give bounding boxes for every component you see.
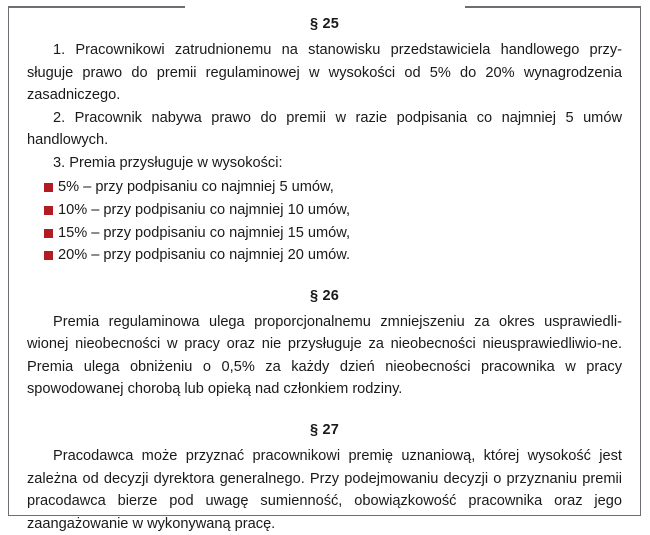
list-item-label: 20% – przy podpisaniu co najmniej 20 umów. [58, 247, 351, 264]
section-paragraph-25 [27, 15, 622, 267]
section-heading: § 27 [309, 421, 340, 438]
list-item-label: 15% – przy podpisaniu co najmniej 15 umów, [58, 224, 351, 241]
list-item-label: 10% – przy podpisaniu co najmniej 10 umów, [58, 201, 351, 218]
square-bullet-icon [44, 229, 53, 238]
section-paragraph-27 [27, 421, 622, 535]
list-item [27, 176, 622, 199]
section-heading: § 25 [309, 16, 340, 32]
square-bullet-icon [44, 183, 53, 192]
section-25-paragraph-1: 1. Pracownikowi zatrudnionemu na stanowisku przedstawiciela handlowego przy-sługuje prawo do premii regulaminowej w wysokości od 5% do 20% wynagrodzenia zasadniczego. [27, 42, 622, 104]
section-25-paragraph-2: 2. Pracownik nabywa prawo do premii w razie podpisania co najmniej 5 umów handlowych. [27, 109, 622, 149]
list-item [27, 244, 622, 267]
section-26-paragraph-1: Premia regulaminowa ulega proporcjonalnemu zmniejszeniu za okres usprawiedli-wionej nieobecności w pracy oraz nie przysługuje za nieobecności nieusprawiedliwio-ne. Premia ulega obniżeniu o 0,5% za każdy dzień nieobecności pracownika w pracy spowodowanej chorobą lub opieką nad członkiem rodziny. [27, 313, 622, 398]
premium-rate-list [27, 176, 622, 266]
list-item-label: 5% – przy podpisaniu co najmniej 5 umów, [58, 179, 334, 196]
document-content [9, 6, 640, 532]
section-heading: § 26 [309, 287, 340, 304]
list-item [27, 199, 622, 222]
section-paragraph-26 [27, 287, 622, 401]
square-bullet-icon [44, 251, 53, 260]
section-27-paragraph-1: Pracodawca może przyznać pracownikowi premię uznaniową, której wysokość jest zależna od decyzji dyrektora generalnego. Przy podejmowaniu decyzji o przyznaniu premii pracodawca bierze pod uwagę sumienność, obowiązkowość pracownika oraz jego zaangażowanie w wykonywaną pracę. [27, 448, 622, 532]
square-bullet-icon [44, 206, 53, 215]
list-item [27, 222, 622, 245]
document-page [8, 6, 641, 532]
section-25-paragraph-3: 3. Premia przysługuje w wysokości: [53, 154, 283, 171]
